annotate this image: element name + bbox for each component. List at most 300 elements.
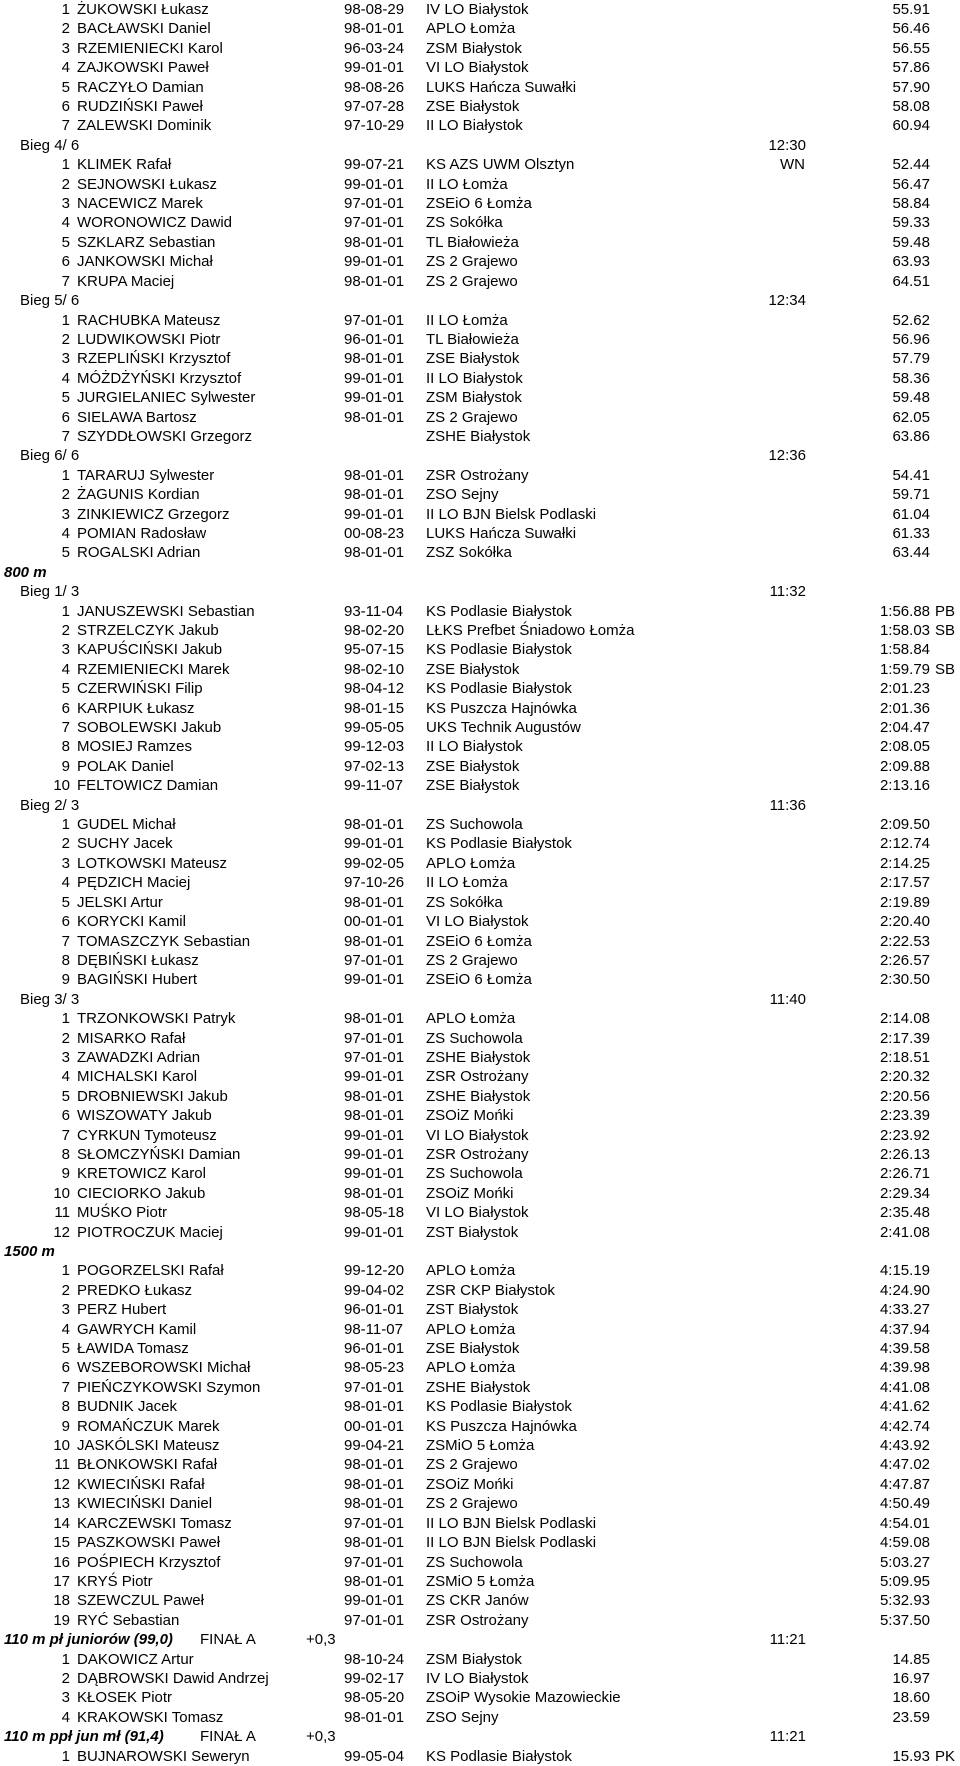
result-row [0,1184,960,1203]
athlete-name: TRZONKOWSKI Patryk [77,1010,236,1028]
place-number: 4 [61,660,70,678]
birth-date: 97-10-29 [344,117,405,135]
event-title: 800 m [4,563,47,581]
athlete-name: BACŁAWSKI Daniel [77,20,211,38]
athlete-name: JANUSZEWSKI Sebastian [77,602,255,620]
athlete-name: WORONOWICZ Dawid [77,214,232,232]
place-number: 2 [61,330,70,348]
athlete-name: SŁOMCZYŃSKI Damian [77,1145,241,1163]
birth-date: 98-01-01 [344,1087,405,1105]
place-number: 5 [61,233,70,251]
birth-date: 96-01-01 [344,1301,405,1319]
result-time: 1:56.88 [879,602,930,620]
club-name: ZSR Ostrożany [426,466,529,484]
result-row [0,699,960,718]
event-header [0,1727,960,1746]
place-number: 3 [61,195,70,213]
birth-date: 96-03-24 [344,39,405,57]
event-header [0,1630,960,1649]
birth-date: 97-01-01 [344,1378,405,1396]
place-number: 4 [61,1068,70,1086]
event-title: 1500 m [4,1243,55,1261]
place-number: 1 [61,1650,70,1668]
birth-date: 99-07-21 [344,156,405,174]
birth-date: 97-02-13 [344,757,405,775]
birth-date: 98-01-01 [344,816,405,834]
club-name: ZS Sokółka [426,893,503,911]
club-name: ZSR Ostrożany [426,1068,529,1086]
result-row [0,1203,960,1222]
birth-date: 99-11-07 [344,777,403,795]
result-row [0,1145,960,1164]
result-time: 2:20.40 [879,913,930,931]
result-time: 52.62 [892,311,930,329]
event-title: 110 m ppł jun mł (91,4) [4,1728,164,1746]
athlete-name: KRETOWICZ Karol [77,1165,206,1183]
result-time: 2:29.34 [879,1184,930,1202]
heat-label: Bieg 3/ 3 [20,990,80,1008]
club-name: ZSM Białystok [426,1650,522,1668]
athlete-name: KAPUŚCIŃSKI Jakub [77,641,223,659]
athlete-name: PIEŃCZYKOWSKI Szymon [77,1378,261,1396]
birth-date: 98-08-29 [344,1,405,18]
club-name: ZST Białystok [426,1223,519,1241]
place-number: 2 [61,20,70,38]
athlete-name: KRYŚ Piotr [77,1572,153,1590]
athlete-name: KWIECIŃSKI Rafał [77,1475,205,1493]
club-name: ZSOiZ Mońki [426,1184,514,1202]
athlete-name: MUŚKO Piotr [77,1204,168,1222]
result-row [0,912,960,931]
athlete-name: ZINKIEWICZ Grzegorz [77,505,230,523]
birth-date: 98-01-01 [344,486,405,504]
place-number: 1 [61,1,70,18]
result-row [0,1553,960,1572]
athlete-name: POMIAN Radosław [77,524,207,542]
birth-date: 97-10-26 [344,874,405,892]
result-time: 2:14.25 [879,854,930,872]
birth-date: 98-02-10 [344,660,405,678]
place-number: 2 [61,486,70,504]
athlete-name: KORYCKI Kamil [77,913,186,931]
result-row [0,1650,960,1669]
athlete-name: SZKLARZ Sebastian [77,233,216,251]
birth-date: 99-01-01 [344,59,405,77]
club-name: KS Podlasie Białystok [426,641,572,659]
result-time: 61.04 [892,505,930,523]
result-row [0,1688,960,1707]
result-row [0,1300,960,1319]
heat-label: Bieg 2/ 3 [20,796,80,814]
place-number: 17 [53,1572,70,1590]
club-name: II LO Łomża [426,874,508,892]
result-row [0,311,960,330]
result-time: 2:19.89 [879,893,930,911]
result-time: 59.33 [892,214,930,232]
birth-date: 99-01-01 [344,1126,405,1144]
result-time: 54.41 [892,466,930,484]
athlete-name: BAGIŃSKI Hubert [77,971,198,989]
birth-date: 99-05-04 [344,1747,405,1765]
result-row [0,1320,960,1339]
result-row [0,524,960,543]
result-row [0,194,960,213]
athlete-name: DROBNIEWSKI Jakub [77,1087,228,1105]
athlete-name: JANKOWSKI Michał [77,253,213,271]
result-time: 1:59.79 [879,660,930,678]
result-time: 2:41.08 [879,1223,930,1241]
heat-header [0,990,960,1009]
place-number: 9 [61,971,70,989]
result-time: 4:24.90 [879,1281,930,1299]
result-time: 2:01.23 [879,680,930,698]
result-row [0,155,960,174]
athlete-name: WSZEBOROWSKI Michał [77,1359,251,1377]
athlete-name: SEJNOWSKI Łukasz [77,175,218,193]
athlete-name: RYĆ Sebastian [77,1611,180,1629]
athlete-name: SIELAWA Bartosz [77,408,197,426]
result-row [0,39,960,58]
athlete-name: GUDEL Michał [77,816,176,834]
athlete-name: TARARUJ Sylwester [77,466,215,484]
athlete-name: STRZELCZYK Jakub [77,622,219,639]
athlete-name: LUDWIKOWSKI Piotr [77,330,221,348]
result-time: 4:47.87 [879,1475,930,1493]
result-time: 59.48 [892,389,930,407]
club-name: KS Podlasie Białystok [426,602,572,620]
club-name: ZS 2 Grajewo [426,408,518,426]
birth-date: 99-02-17 [344,1669,405,1687]
result-time: 58.36 [892,369,930,387]
heat-header [0,291,960,310]
club-name: ZSOiP Wysokie Mazowieckie [426,1689,621,1707]
place-number: 1 [61,602,70,620]
place-number: 2 [61,1029,70,1047]
event-header [0,1242,960,1261]
birth-date: 98-01-01 [344,272,405,290]
result-time: 2:09.88 [879,757,930,775]
result-row [0,1417,960,1436]
club-name: ZSR Ostrożany [426,1611,529,1629]
club-name: II LO Białystok [426,369,523,387]
result-row [0,951,960,970]
birth-date: 95-07-15 [344,641,405,659]
result-time: 63.86 [892,427,930,445]
event-wind: +0,3 [306,1631,336,1649]
place-number: 3 [61,1689,70,1707]
result-time: 56.46 [892,20,930,38]
result-time: 14.85 [892,1650,930,1668]
club-name: II LO Łomża [426,311,508,329]
result-row [0,1261,960,1280]
heat-label: Bieg 1/ 3 [20,583,80,601]
club-name: ZSO Sejny [426,1708,499,1726]
place-number: 7 [61,427,70,445]
birth-date: 99-12-20 [344,1262,405,1280]
place-number: 3 [61,39,70,57]
result-row [0,1281,960,1300]
birth-date: 00-08-23 [344,524,405,542]
club-name: ZS Suchowola [426,1165,523,1183]
club-name: ZS CKR Janów [426,1592,529,1610]
athlete-name: FELTOWICZ Damian [77,777,219,795]
result-row [0,19,960,38]
result-row [0,1591,960,1610]
place-number: 6 [61,98,70,116]
result-row [0,1436,960,1455]
result-row [0,1494,960,1513]
club-name: ZSEiO 6 Łomża [426,932,532,950]
heat-header [0,796,960,815]
result-time: 2:30.50 [879,971,930,989]
club-name: ZSMiO 5 Łomża [426,1437,535,1455]
club-name: TL Białowieża [426,233,519,251]
place-number: 2 [61,835,70,853]
birth-date: 99-12-03 [344,738,405,756]
place-number: 1 [61,1010,70,1028]
birth-date: 97-01-01 [344,1611,405,1629]
result-time: 2:14.08 [879,1010,930,1028]
athlete-name: RZEPLIŃSKI Krzysztof [77,350,231,368]
birth-date: 99-01-01 [344,835,405,853]
result-row [0,97,960,116]
result-time: 4:47.02 [879,1456,930,1474]
heat-header [0,582,960,601]
birth-date: 99-01-01 [344,389,405,407]
result-time: 56.55 [892,39,930,57]
athlete-name: RACZYŁO Damian [77,78,204,96]
birth-date: 98-02-20 [344,622,405,639]
result-time: 52.44 [892,156,930,174]
event-title: 110 m pł juniorów (99,0) [4,1631,173,1649]
birth-date: 98-01-01 [344,1708,405,1726]
club-name: ZSE Białystok [426,1340,520,1358]
result-row [0,1126,960,1145]
place-number: 8 [61,951,70,969]
result-time: 2:08.05 [879,738,930,756]
athlete-name: DĘBIŃSKI Łukasz [77,951,199,969]
result-time: 2:17.39 [879,1029,930,1047]
place-number: 2 [61,1669,70,1687]
result-time: 5:37.50 [879,1611,930,1629]
place-number: 2 [61,622,70,639]
result-row [0,1067,960,1086]
result-time: 4:41.08 [879,1378,930,1396]
place-number: 5 [61,1340,70,1358]
club-name: IV LO Białystok [426,1669,529,1687]
result-time: 5:09.95 [879,1572,930,1590]
result-time: 4:54.01 [879,1514,930,1532]
place-number: 6 [61,913,70,931]
birth-date: 98-01-01 [344,408,405,426]
result-time: 4:41.62 [879,1398,930,1416]
birth-date: 98-01-15 [344,699,405,717]
athlete-name: ŻUKOWSKI Łukasz [77,1,209,18]
result-time: 64.51 [892,272,930,290]
result-time: 56.96 [892,330,930,348]
result-time: 4:59.08 [879,1534,930,1552]
result-time: 4:39.98 [879,1359,930,1377]
result-row [0,1029,960,1048]
birth-date: 98-05-20 [344,1689,405,1707]
place-number: 3 [61,1301,70,1319]
club-name: ZSO Sejny [426,486,499,504]
club-name: ZSHE Białystok [426,427,531,445]
athlete-name: POGORZELSKI Rafał [77,1262,224,1280]
result-row [0,776,960,795]
club-name: KS Podlasie Białystok [426,1747,572,1765]
result-row [0,1087,960,1106]
result-time: 2:17.57 [879,874,930,892]
result-time: 4:15.19 [879,1262,930,1280]
place-number: 7 [61,1378,70,1396]
place-number: 1 [61,156,70,174]
birth-date: 00-01-01 [344,1417,405,1435]
result-time: 2:04.47 [879,719,930,737]
club-name: ZSE Białystok [426,98,520,116]
club-name: ZS Suchowola [426,816,523,834]
club-name: APLO Łomża [426,1010,516,1028]
place-number: 5 [61,1087,70,1105]
result-row [0,427,960,446]
place-number: 10 [53,1184,70,1202]
result-row [0,116,960,135]
club-name: ZSMiO 5 Łomża [426,1572,535,1590]
result-row [0,1533,960,1552]
club-name: II LO Łomża [426,175,508,193]
result-row [0,854,960,873]
result-time: 2:23.39 [879,1107,930,1125]
result-row [0,834,960,853]
club-name: VI LO Białystok [426,59,529,77]
athlete-name: KARPIUK Łukasz [77,699,195,717]
athlete-name: SZEWCZUL Paweł [77,1592,204,1610]
birth-date: 98-01-01 [344,1456,405,1474]
heat-header [0,136,960,155]
result-time: 2:18.51 [879,1048,930,1066]
club-name: ZS Suchowola [426,1553,523,1571]
place-number: 6 [61,699,70,717]
result-time: 57.79 [892,350,930,368]
birth-date: 98-08-26 [344,78,405,96]
result-row [0,1048,960,1067]
result-time: 2:26.71 [879,1165,930,1183]
club-name: KS Podlasie Białystok [426,1398,572,1416]
heat-start-time: 12:30 [768,136,806,154]
club-name: KS AZS UWM Olsztyn [426,156,575,174]
athlete-name: KWIECIŃSKI Daniel [77,1495,213,1513]
result-row [0,1009,960,1028]
birth-date: 98-01-01 [344,1184,405,1202]
athlete-name: WISZOWATY Jakub [77,1107,212,1125]
result-row [0,1708,960,1727]
athlete-name: ŻAGUNIS Kordian [77,486,200,504]
result-time: 18.60 [892,1689,930,1707]
birth-date: 00-01-01 [344,913,405,931]
result-time: 15.93 [892,1747,930,1765]
result-time: 23.59 [892,1708,930,1726]
birth-date: 98-04-12 [344,680,405,698]
place-number: 3 [61,1048,70,1066]
result-time: 55.91 [892,1,930,18]
result-row [0,1339,960,1358]
result-time: 1:58.03 [879,622,930,639]
athlete-name: DĄBROWSKI Dawid Andrzej [77,1669,269,1687]
heat-start-time: 11:40 [769,990,806,1008]
birth-date: 96-01-01 [344,1340,405,1358]
club-name: ZS 2 Grajewo [426,253,518,271]
place-number: 9 [61,1417,70,1435]
club-name: ZSE Białystok [426,660,520,678]
result-time: 58.08 [892,98,930,116]
result-row [0,1106,960,1125]
club-name: II LO Białystok [426,117,523,135]
birth-date: 99-05-05 [344,719,405,737]
place-number: 14 [53,1514,70,1532]
result-time: 2:09.50 [879,816,930,834]
athlete-name: PERZ Hubert [77,1301,167,1319]
place-number: 7 [61,117,70,135]
club-name: II LO BJN Bielsk Podlaski [426,1514,597,1532]
athlete-name: ZAJKOWSKI Paweł [77,59,209,77]
result-row [0,349,960,368]
birth-date: 99-01-01 [344,175,405,193]
club-name: ZSZ Sokółka [426,544,512,562]
place-number: 8 [61,1398,70,1416]
athlete-name: KLIMEK Rafał [77,156,172,174]
birth-date: 99-01-01 [344,1068,405,1086]
club-name: ZS Suchowola [426,1029,523,1047]
club-name: VI LO Białystok [426,913,529,931]
club-name: ZSHE Białystok [426,1048,531,1066]
athlete-name: MOSIEJ Ramzes [77,738,193,756]
result-row [0,1164,960,1183]
athlete-name: JURGIELANIEC Sylwester [77,389,256,407]
result-row [0,970,960,989]
place-number: 13 [53,1495,70,1513]
athlete-name: PIOTROCZUK Maciej [77,1223,223,1241]
heat-label: Bieg 6/ 6 [20,447,80,465]
birth-date: 98-01-01 [344,1495,405,1513]
record-note: PB [935,602,956,620]
club-name: ZSE Białystok [426,757,520,775]
place-number: 5 [61,680,70,698]
result-time: 2:22.53 [879,932,930,950]
result-row [0,1378,960,1397]
result-time: 56.47 [892,175,930,193]
result-row [0,602,960,621]
record-note: PK [935,1747,956,1765]
birth-date: 97-01-01 [344,1514,405,1532]
heat-header [0,446,960,465]
result-time: 2:12.74 [879,835,930,853]
athlete-name: TOMASZCZYK Sebastian [77,932,251,950]
club-name: ZSEiO 6 Łomża [426,971,532,989]
place-number: 8 [61,1145,70,1163]
birth-date: 98-01-01 [344,1475,405,1493]
athlete-name: LOTKOWSKI Mateusz [77,854,228,872]
result-time: 61.33 [892,524,930,542]
club-name: II LO BJN Bielsk Podlaski [426,505,597,523]
club-name: ZS 2 Grajewo [426,272,518,290]
place-number: 4 [61,874,70,892]
heat-start-time: 11:32 [769,583,806,601]
club-name: ZSE Białystok [426,777,520,795]
club-name: II LO Białystok [426,738,523,756]
club-name: ZS Sokółka [426,214,503,232]
club-name: ZST Białystok [426,1301,519,1319]
club-name: ZSHE Białystok [426,1378,531,1396]
